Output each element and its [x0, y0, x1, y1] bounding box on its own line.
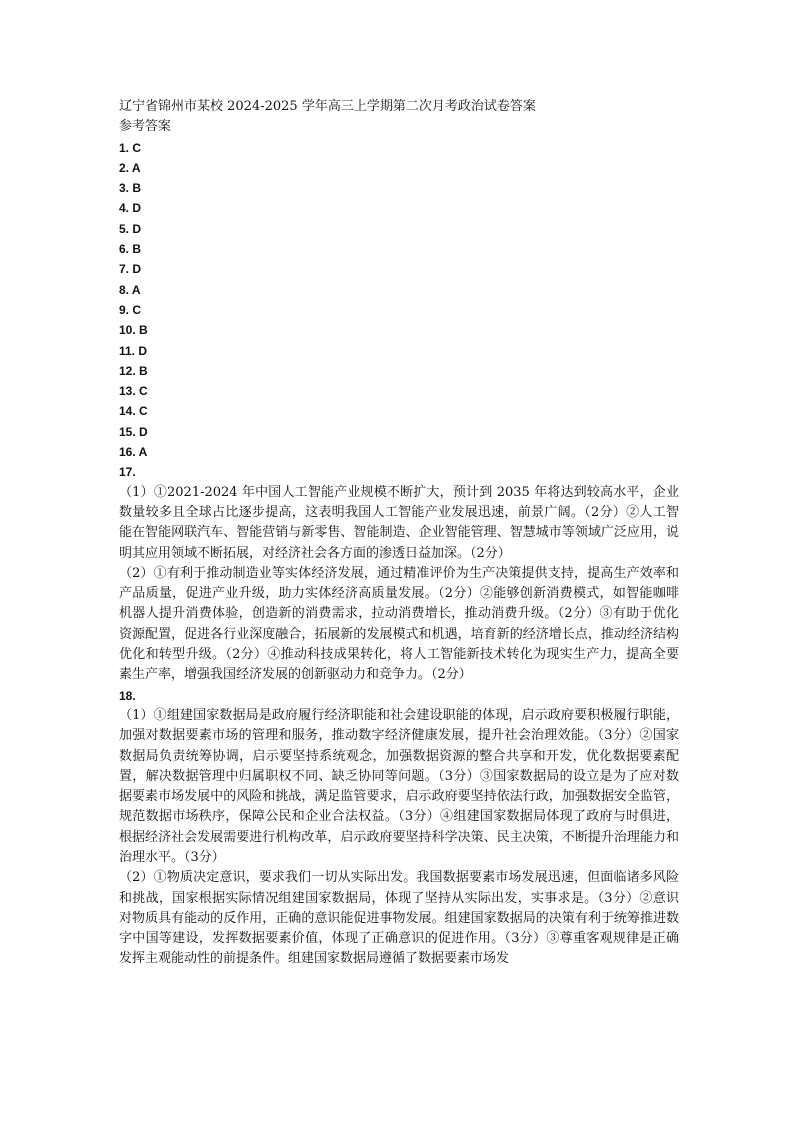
document-title: 辽宁省锦州市某校 2024-2025 学年高三上学期第二次月考政治试卷答案 [119, 99, 536, 114]
answer-item: 10. B [119, 323, 148, 338]
answer-item: 4. D [119, 201, 142, 216]
answer-item: 11. D [119, 343, 148, 358]
answer-item: 2. A [119, 160, 141, 175]
question-17 [119, 462, 679, 685]
answer-item: 5. D [119, 221, 142, 236]
answer-item: 9. C [119, 302, 142, 317]
answer-document [119, 97, 679, 970]
answer-item: 3. B [119, 181, 142, 196]
question-number: 17. [119, 465, 136, 480]
answer-paragraph: （1）①2021-2024 年中国人工智能产业规模不断扩大，预计到 2035 年将达到较高水平，企业数量较多且全球占比逐步提高，这表明我国人工智能产业发展迅速，前景广阔。（2分）②人工智能在智能网联汽车、智能营销与新零售、智能制造、企业智能管理、智慧城市等领域广泛应用，说明其应用领域不断拓展，对经济社会各方面的渗透日益加深。（2分） [119, 484, 679, 561]
document-subtitle: 参考答案 [119, 119, 172, 135]
answer-item: 14. C [119, 404, 148, 419]
question-number: 18. [119, 688, 136, 703]
answer-item: 12. B [119, 363, 148, 378]
answer-item: 1. C [119, 140, 142, 155]
answer-item: 6. B [119, 242, 142, 257]
answer-item: 15. D [119, 424, 148, 439]
answer-item: 13. C [119, 384, 148, 399]
answer-paragraph: （2）①物质决定意识，要求我们一切从实际出发。我国数据要素市场发展迅速，但面临诸多风险和挑战，国家根据实际情况组建国家数据局，体现了坚持从实际出发，实事求是。（3分）②意识对物质具有能动的反作用，正确的意识能促进事物发展。组建国家数据局的决策有利于统筹推进数字中国等建设，发挥数据要素价值，体现了正确意识的促进作用。（3分）③尊重客观规律是正确发挥主观能动性的前提条件。组建国家数据局遵循了数据要素市场发 [119, 870, 679, 967]
choice-answer-list [119, 138, 679, 463]
answer-item: 8. A [119, 282, 141, 297]
answer-paragraph: （2）①有利于推动制造业等实体经济发展，通过精准评价为生产决策提供支持，提高生产效率和产品质量，促进产业升级，助力实体经济高质量发展。（2分）②能够创新消费模式，如智能咖啡机器人提升消费体验，创造新的消费需求，拉动消费增长，推动消费升级。（2分）③有助于优化资源配置，促进各行业深度融合，拓展新的发展模式和机遇，培育新的经济增长点，推动经济结构优化和转型升级。（2分）④推动科技成果转化，将人工智能新技术转化为现实生产力，提高全要素生产率，增强我国经济发展的创新驱动力和竞争力。（2分） [119, 565, 679, 683]
answer-item: 16. A [119, 445, 148, 460]
answer-paragraph: （1）①组建国家数据局是政府履行经济职能和社会建设职能的体现，启示政府要积极履行职能，加强对数据要素市场的管理和服务，推动数字经济健康发展，提升社会治理效能。（3分）②国家数据局负责统筹协调，启示要坚持系统观念，加强数据资源的整合共享和开发，优化数据要素配置，解决数据管理中归属职权不同、缺乏协同等问题。（3分）③国家数据局的设立是为了应对数据要素市场发展中的风险和挑战，满足监管要求，启示政府要坚持依法行政，加强数据安全监管，规范数据市场秩序，保障公民和企业合法权益。（3分）④组建国家数据局体现了政府与时俱进，根据经济社会发展需要进行机构改革，启示政府要坚持科学决策、民主决策，不断提升治理能力和治理水平。（3分） [119, 707, 679, 865]
answer-item: 7. D [119, 262, 142, 277]
question-18 [119, 686, 679, 970]
